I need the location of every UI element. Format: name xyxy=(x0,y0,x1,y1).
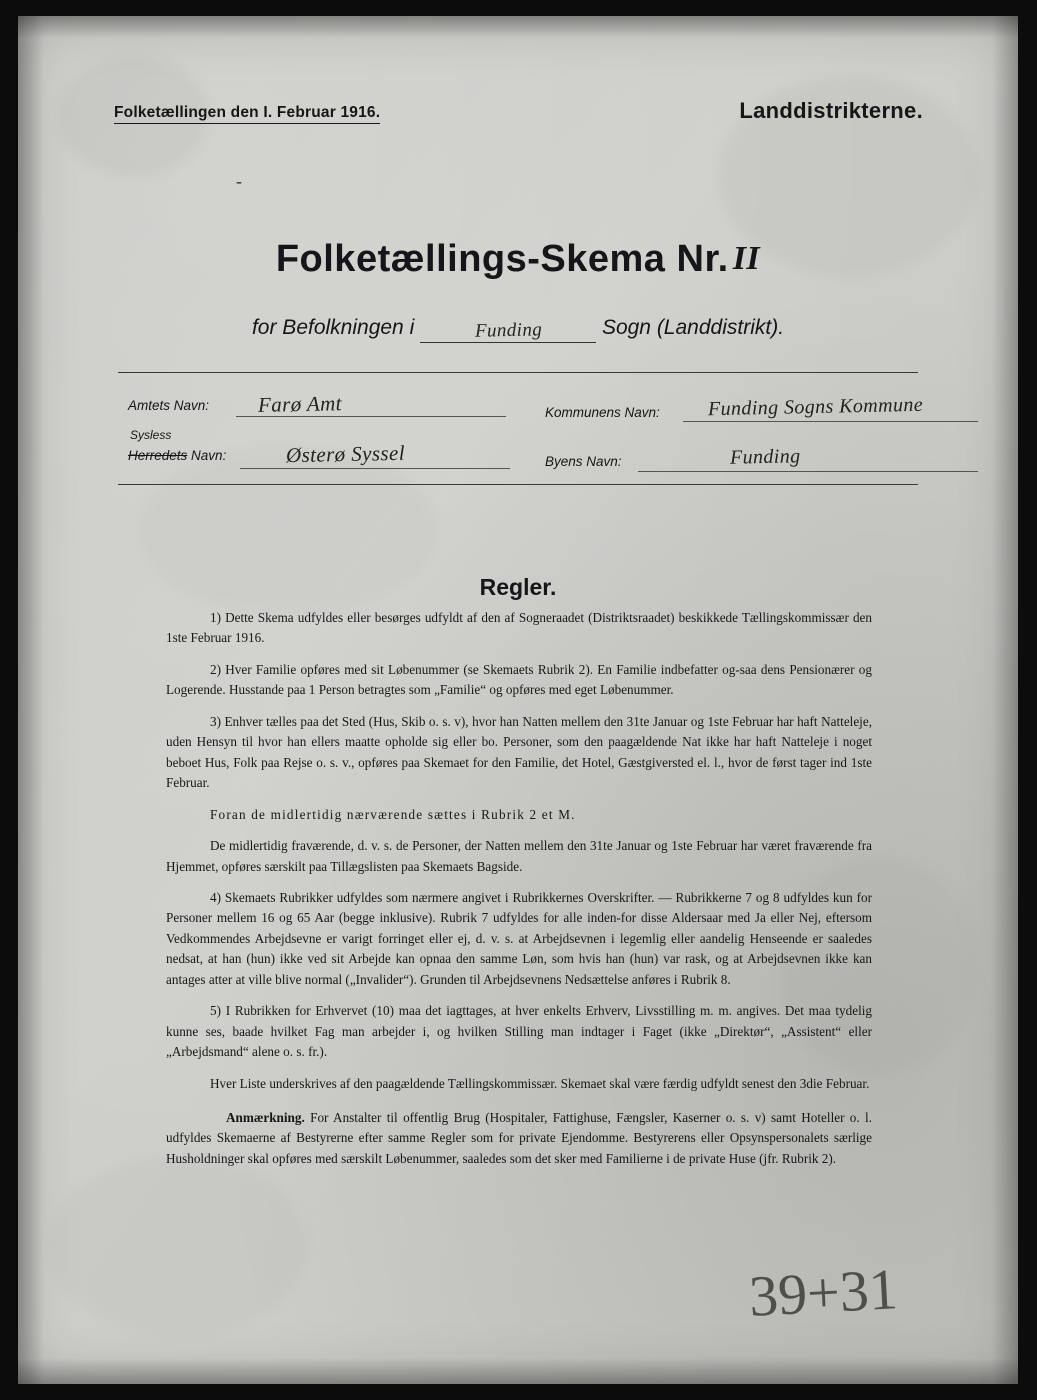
field-value-herred xyxy=(286,442,405,467)
page-title xyxy=(18,238,1018,281)
rule-item: Foran de midlertidig nærværende sættes i Rubrik 2 et M. xyxy=(210,806,576,822)
field-label-herred-navn: Navn xyxy=(191,448,223,463)
subtitle-prefix: for Befolkningen i xyxy=(251,316,415,339)
rule-item: 5) I Rubrikken for Erhvervet (10) maa det iagttages, at hver enkelts Erhverv, Livsstilling m. m. angives. Det maa tydelig kunne ses, baade hvilket Fag man arbejder i, og hvilken Stilling man indtager i Faget (ikke „Direktør“, „Assistent“ eller „Arbejdsmand“ alene o. s. fr.). xyxy=(166,1003,872,1060)
field-value-amt-text: Farø Amt xyxy=(257,391,343,417)
rule-item: 1) Dette Skema udfyldes eller besørges udfyldt af den af Sogneraadet (Distriktsraadet) beskikkede Tællingskommissær den 1ste Februar 1916. xyxy=(166,610,872,646)
field-value-herred-text: Østerø Syssel xyxy=(285,440,406,468)
divider-top xyxy=(118,372,918,373)
rules-body xyxy=(166,608,872,1105)
field-value-by xyxy=(730,446,801,469)
page-title-number-handwritten: II xyxy=(732,240,761,277)
pencil-annotation: 39+31 xyxy=(747,1256,900,1329)
subtitle-suffix: Sogn (Landdistrikt). xyxy=(601,316,785,339)
page-title-text: Folketællings-Skema Nr. xyxy=(275,238,729,280)
rule-item: Hver Liste underskrives af den paagældende Tællingskommissær. Skemaet skal være færdig udfyldt senest den 3die Februar. xyxy=(210,1075,870,1091)
field-label-herred-correction: Sysless xyxy=(130,428,172,442)
document-page xyxy=(18,16,1018,1384)
annotation-block xyxy=(166,1108,872,1169)
document-header-left: Folketællingen den I. Februar 1916. xyxy=(114,104,380,124)
field-label-kommune: Kommunens Navn: xyxy=(545,405,660,420)
field-line-herred xyxy=(240,468,510,469)
rule-item: 3) Enhver tælles paa det Sted (Hus, Skib o. s. v), hvor han Natten mellem den 31te Januar og 1ste Februar har haft Natteleje, uden Hensyn til hvor han ellers maatte opholde sig eller bo. Personer, som den paagældende Nat ikke har haft Natteleje i noget beboet Hus, Folk paa Rejse o. s. v., opføres paa Skemaet for den Familie, det Hotel, Gæstgiversted el. l., hvor de først tager ind 1ste Februar. xyxy=(166,713,872,791)
subtitle-handwritten-value: Funding xyxy=(474,319,542,342)
field-label-by: Byens Navn: xyxy=(545,454,622,469)
field-label-herred-struck: Herredets xyxy=(128,448,188,463)
field-line-by xyxy=(638,471,978,472)
rule-item: De midlertidig fraværende, d. v. s. de Personer, der Natten mellem den 31te Januar og 1ste Februar har været fraværende fra Hjemmet, opføres særskilt paa Tillægslisten paa Skemaets Bagside. xyxy=(166,838,872,874)
field-value-kommune xyxy=(707,393,924,421)
document-header-right: Landdistrikterne. xyxy=(739,98,923,123)
subtitle-blank-field xyxy=(420,318,596,343)
field-label-amt: Amtets Navn: xyxy=(128,398,210,413)
annotation-label: Anmærkning. xyxy=(226,1110,305,1125)
annotation-text: For Anstalter til offentlig Brug (Hospitaler, Fattighuse, Fængsler, Kaserner o. s. v) samt Hoteller o. l. udfyldes Skemaerne af Bestyrerne efter samme Regler som for private Ejendomme. Bestyrerens eller Opsynspersonalets særlige Husholdninger skal opføres med særskilt Løbenummer, saaledes som det sker med Familierne i de private Huse (jfr. Rubrik 2). xyxy=(166,1110,873,1166)
page-subtitle xyxy=(18,316,1018,341)
rule-item: 4) Skemaets Rubrikker udfyldes som nærmere angivet i Rubrikkernes Overskrifter. — Rubrikkerne 7 og 8 udfyldes kun for Personer mellem 16 og 65 Aar (begge inklusive). Rubrik 7 udfyldes for alle inden-for disse Aldersaar med Ja eller Nej, eftersom Vedkommendes Arbejdsevne er varigt forringet eller ej, d. v. s. at Arbejdsevnen i legemlig eller aandelig Henseende er saaledes nedsat, at han (hun) ikke ved sit Arbejde kan opnaa den samme Løn, som hvis han (hun) var rask, og at Arbejdsevnen ikke kan antages atter at ville blive normal („Invalider“). Grunden til Arbejdsevnens Nedsættelse anføres i Rubrik 8. xyxy=(166,889,872,987)
rules-heading: Regler. xyxy=(479,574,557,600)
field-value-kommune-text: Funding Sogns Kommune xyxy=(707,393,924,421)
header-dash-mark: - xyxy=(236,171,242,191)
field-value-amt xyxy=(258,392,342,417)
field-line-kommune xyxy=(683,421,978,422)
field-label-herred: Herredets Navn: xyxy=(128,448,227,463)
rule-item: 2) Hver Familie opføres med sit Løbenummer (se Skemaets Rubrik 2). En Familie indbefatter og-saa dens Pensionærer og Logerende. Husstande paa 1 Person betragtes som „Familie“ og opføres med eget Løbenummer. xyxy=(166,661,872,698)
divider-bottom xyxy=(118,484,918,485)
field-value-by-text: Funding xyxy=(729,445,801,469)
